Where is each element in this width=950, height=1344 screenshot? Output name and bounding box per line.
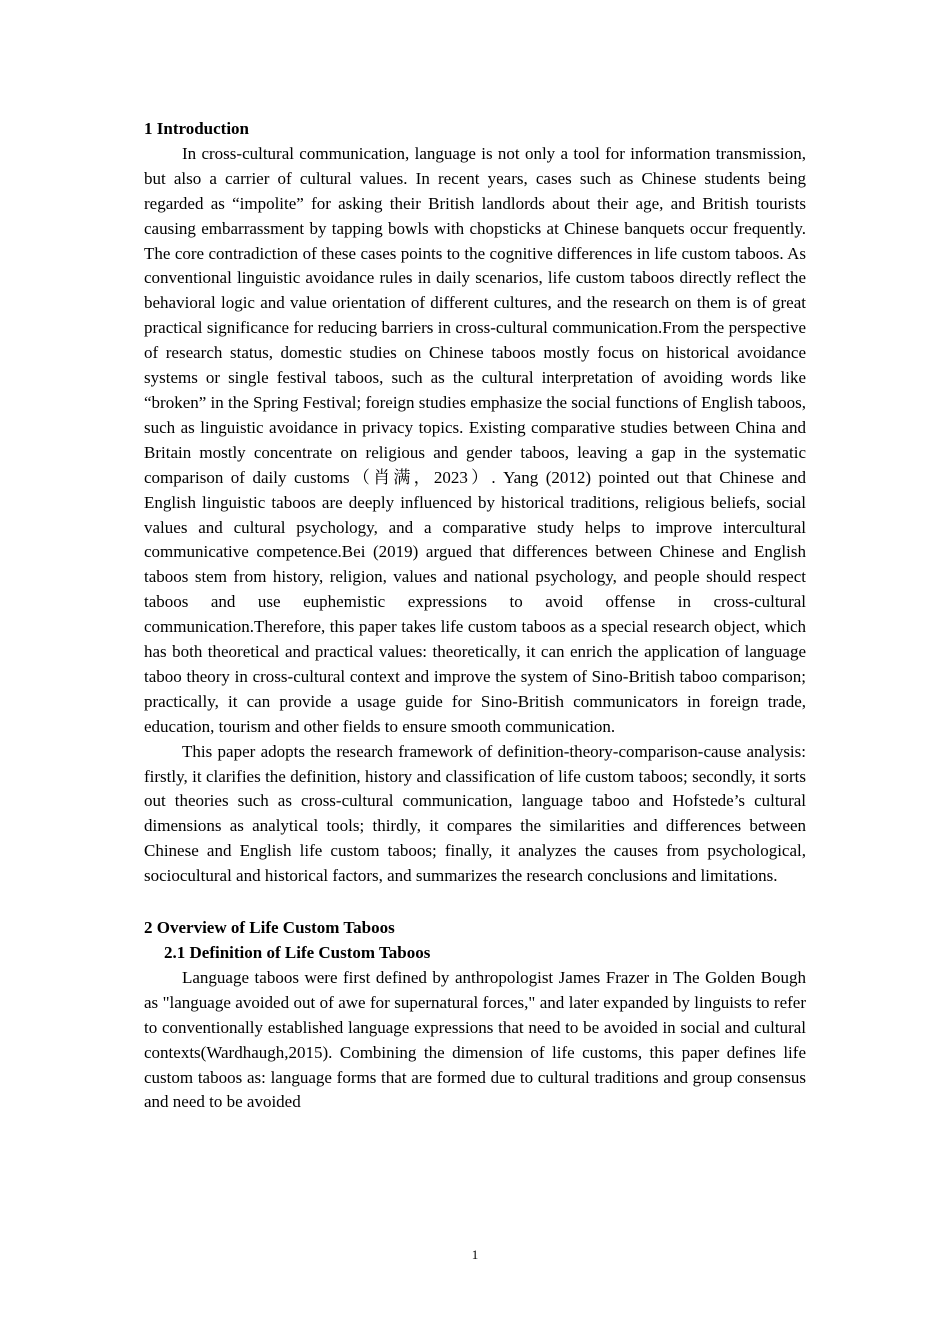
page-content: [144, 117, 806, 1115]
section-2-1-heading: 2.1 Definition of Life Custom Taboos: [164, 943, 431, 962]
section-2-heading: 2 Overview of Life Custom Taboos: [144, 918, 395, 938]
section-gap: [144, 889, 806, 916]
section-1-paragraph-2: This paper adopts the research framework of definition-theory-comparison-cause analysis: firstly, it clarifies the definition, history and classification of life custom taboos; secondly, it sorts out theories such as cross-cultural communication, language taboo and Hofstede’s cultural dimensions as analytical tools; thirdly, it compares the similarities and differences between Chinese and English life custom taboos; finally, it analyzes the causes from psychological, sociocultural and historical factors, and summarizes the research conclusions and limitations.: [144, 741, 806, 886]
section-2-1-paragraph-1: Language taboos were first defined by anthropologist James Frazer in The Golden Bough as "language avoided out of awe for supernatural forces," and later expanded by linguists to refer to conventionally established language expressions that need to be avoided in social and cultural contexts(Wardhaugh,2015). Combining the dimension of life customs, this paper defines life custom taboos as: language forms that are formed due to cultural traditions and group consensus and need to be avoided: [144, 967, 806, 1112]
page-number: 1: [471, 1247, 479, 1262]
section-1-heading: 1 Introduction: [144, 119, 250, 138]
section-1-paragraph-1: In cross-cultural communication, language is not only a tool for information transmission, but also a carrier of cultural values. In recent years, cases such as Chinese students being regarded as “impolite” for asking their British landlords about their age, and British tourists causing embarrassment by tapping bowls with chopsticks at Chinese banquets occur frequently. The core contradiction of these cases points to the cognitive differences in life custom taboos. As conventional linguistic avoidance rules in daily scenarios, life custom taboos directly reflect the behavioral logic and value orientation of different cultures, and the research on them is of great practical significance for reducing barriers in cross-cultural communication.From the perspective of research status, domestic studies on Chinese taboos mostly focus on historical avoidance systems or single festival taboos, such as the cultural interpretation of avoiding words like “broken” in the Spring Festival; foreign studies emphasize the social functions of English taboos, such as linguistic avoidance in privacy topics. Existing comparative studies between China and Britain mostly concentrate on religious and gender taboos, leaving a gap in the systematic comparison of daily customs（肖满，2023）. Yang (2012) pointed out that Chinese and English linguistic taboos are deeply influenced by historical traditions, religious beliefs, social values and cultural psychology, and a comparative study helps to improve intercultural communicative competence.Bei (2019) argued that differences between Chinese and English taboos stem from history, religion, values and national psychology, and people should respect taboos and use euphemistic expressions to avoid offense in cross-cultural communication.Therefore, this paper takes life custom taboos as a special research object, which has both theoretical and practical values: theoretically, it can enrich the application of language taboo theory in cross-cultural context and improve the system of Sino-British taboo comparison; practically, it can provide a usage guide for Sino-British communicators in foreign trade, education, tourism and other fields to ensure smooth communication.: [144, 143, 806, 736]
